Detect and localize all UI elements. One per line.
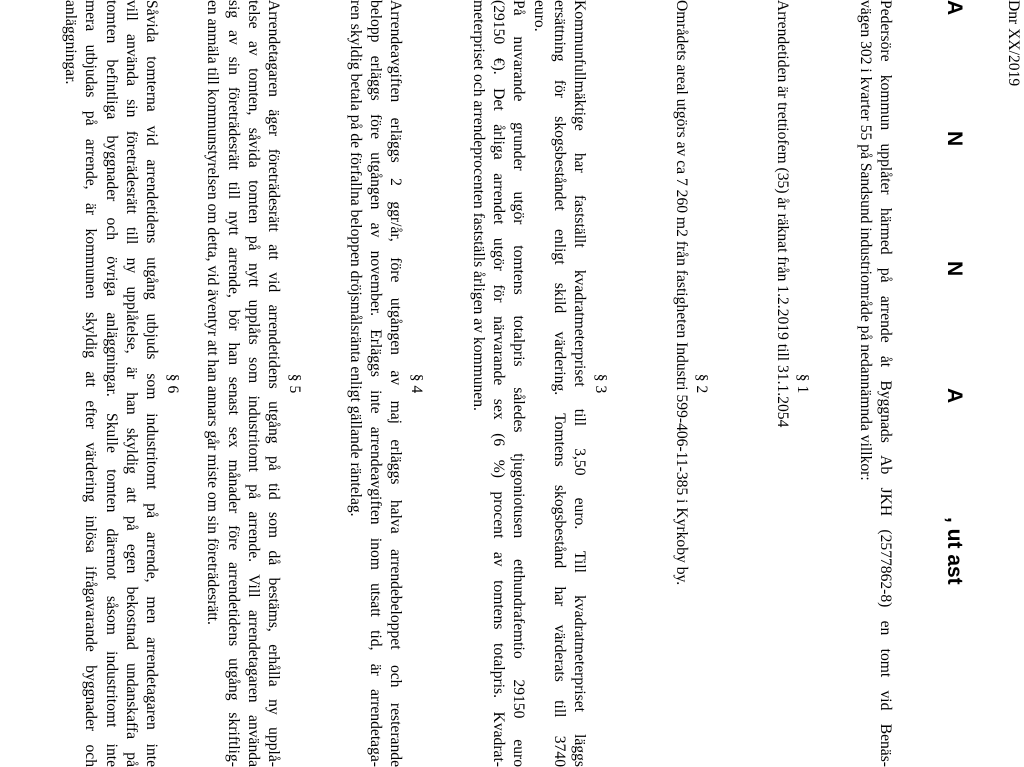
section-line: Kommunfullmäktige har fastställt kvadratmeterpriset till 3,50 euro. Till kvadratmeterpriset läggs bbox=[571, 0, 588, 767]
title-letter-4: A bbox=[943, 388, 966, 404]
section-line: Områdets areal utgörs av ca 7 260 m2 från fastigheten Industri 599-406-11-385 i Kyrkoby by. bbox=[673, 0, 690, 586]
section-line: tomten befintliga byggnader och övriga anläggningar. Skulle tomten däremot såsom industritomt inte bbox=[102, 0, 120, 767]
section-heading: § 2 bbox=[693, 373, 710, 394]
section-line: meterpriset och arrendeprocenten fastställs årligen av kommunen. bbox=[469, 0, 487, 411]
section-line: På nuvarande grunder utgör tomtens totalpris således tjugoniotusen etthundrafemtio 29150 euro bbox=[510, 0, 528, 767]
section-heading: § 1 bbox=[794, 373, 811, 394]
section-line: sig av sin företrädesrätt till nytt arrende, bör han senast sex månader före arrendetidens utgång skriftlig- bbox=[224, 0, 242, 767]
section-line: mera utbjudas på arrende, är kommunen skyldig att efter värdering inlösa ifrågavarande byggnader och bbox=[82, 0, 100, 767]
intro-paragraph bbox=[855, 0, 895, 767]
section-line: ren skyldig betala på de förfallna beloppen dröjsmålsränta enligt gällande räntelag. bbox=[346, 0, 364, 517]
section-2-paragraph bbox=[671, 0, 691, 767]
section-line: Arrendeavgiften erläggs 2 ggr/år, före utgången av maj erläggs halva arrendebeloppet och resterande bbox=[387, 0, 404, 767]
section-1-paragraph bbox=[772, 0, 792, 767]
section-line: en anmäla till kommunstyrelsen om detta, vid äventyr att han annars går miste om sin företrädesrätt. bbox=[204, 0, 222, 625]
section-line: Arrendetagaren äger företrädesrätt att vid arrendetidens utgång på tid som då bestäms, erhålla ny upplå- bbox=[265, 0, 282, 767]
title-letter-5: , ut ast bbox=[943, 517, 966, 585]
title-letter-2: N bbox=[943, 131, 966, 147]
title-letter-1: A bbox=[943, 0, 966, 16]
section-4-paragraph bbox=[344, 0, 405, 767]
section-5-paragraph bbox=[202, 0, 283, 767]
section-line: (29150 €). Det årliga arrendet utgör för närvarande sex (6 %) procent av tomtens totalpris. Kvadrat- bbox=[490, 0, 508, 767]
section-line: Arrendetiden är trettiofem (35) år räknat från 1.2.2019 till 31.1.2054 bbox=[774, 0, 791, 428]
section-heading: § 5 bbox=[286, 373, 303, 394]
intro-line: Pedersöre kommun upplåter härmed på arrende åt Byggnads Ab JKH (2577862-8) en tomt vid Benäs- bbox=[877, 0, 894, 767]
section-6-paragraph bbox=[60, 0, 161, 767]
section-heading: § 3 bbox=[592, 373, 609, 394]
intro-line: vägen 302 i kvarter 55 på Sandsund industriområde på nedannämnda villkor: bbox=[856, 0, 874, 481]
section-line: anläggningar. bbox=[62, 0, 80, 85]
section-line: belopp erläggs före utgången av november. Erläggs inte arrendeavgiften inom utsatt tid, är arrendetaga- bbox=[366, 0, 384, 767]
document-number: Dnr XX/2019 bbox=[1005, 0, 1022, 87]
document-title bbox=[928, 0, 964, 767]
section-line: telse av tomten, såvida tomten på nytt upplåts som industritomt på arrende. Vill arrendetagaren använda bbox=[244, 0, 262, 767]
section-line: vill använda sin företrädesrätt till ny upplåtelse, är han skyldig att på egen bekostnad undanskaffa på bbox=[122, 0, 140, 767]
section-heading: § 4 bbox=[408, 373, 425, 394]
title-letter-3: N bbox=[943, 261, 966, 277]
section-line: Såvida tomterna vid arrendetidens utgång utbjuds som industritomt på arrende, men arrendetagaren inte bbox=[143, 0, 160, 767]
section-line: euro. bbox=[530, 0, 548, 32]
section-3-paragraph bbox=[468, 0, 589, 767]
section-line: ersättning för skogsbeståndet enligt skild värdering. Tomtens skogsbestånd har värderats till 3740 bbox=[550, 0, 568, 767]
section-heading: § 6 bbox=[164, 373, 181, 394]
